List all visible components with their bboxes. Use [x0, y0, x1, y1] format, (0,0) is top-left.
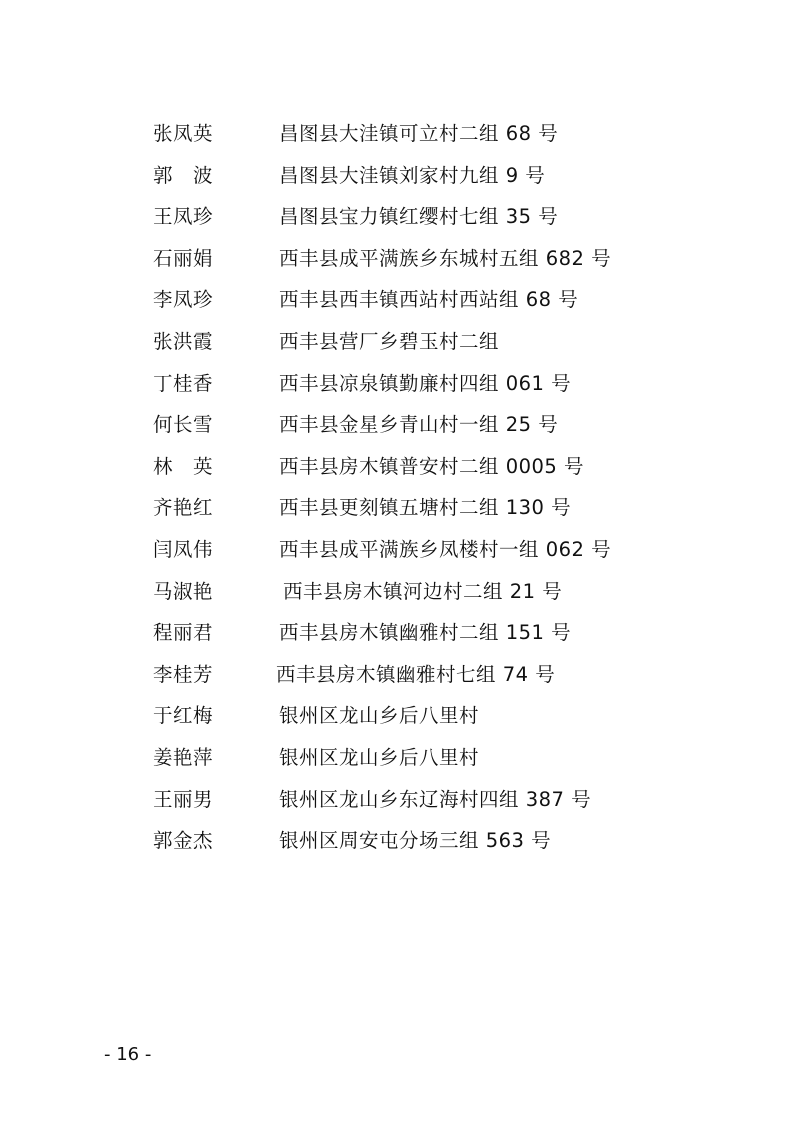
list-item	[0, 529, 793, 571]
person-address: 银州区龙山乡后八里村	[279, 704, 480, 728]
person-address: 昌图县宝力镇红缨村七组 35 号	[279, 205, 559, 229]
person-address: 昌图县大洼镇刘家村九组 9 号	[279, 163, 546, 187]
person-name: 林 英	[153, 454, 214, 478]
person-name: 张凤英	[153, 122, 214, 145]
name-address-list	[0, 113, 793, 862]
list-item	[0, 113, 793, 155]
person-address: 西丰县西丰镇西站村西站组 68 号	[279, 288, 579, 312]
list-item	[0, 279, 793, 321]
person-address: 银州区龙山乡东辽海村四组 387 号	[279, 787, 592, 811]
person-address: 昌图县大洼镇可立村二组 68 号	[279, 122, 559, 145]
person-address: 西丰县房木镇普安村二组 0005 号	[279, 454, 585, 478]
page-number: - 16 -	[104, 1044, 152, 1065]
list-item	[0, 654, 793, 696]
person-address: 西丰县成平满族乡东城村五组 682 号	[279, 246, 612, 270]
person-name: 张洪霞	[153, 329, 214, 353]
list-item	[0, 779, 793, 821]
person-address: 西丰县金星乡青山村一组 25 号	[279, 413, 559, 437]
list-item	[0, 612, 793, 654]
list-item	[0, 238, 793, 280]
person-name: 郭 波	[153, 163, 214, 187]
person-address: 西丰县成平满族乡凤楼村一组 062 号	[279, 537, 612, 561]
person-address: 西丰县房木镇河边村二组 21 号	[283, 579, 563, 603]
person-address: 银州区龙山乡后八里村	[279, 745, 480, 769]
person-address: 西丰县更刻镇五塘村二组 130 号	[279, 496, 572, 520]
person-name: 闫凤伟	[153, 537, 214, 561]
person-address: 西丰县房木镇幽雅村二组 151 号	[279, 621, 572, 645]
person-name: 齐艳红	[153, 496, 214, 520]
person-name: 王丽男	[153, 787, 214, 811]
list-item	[0, 446, 793, 488]
person-name: 郭金杰	[153, 829, 214, 853]
person-name: 马淑艳	[153, 579, 214, 603]
list-item	[0, 321, 793, 363]
list-item	[0, 737, 793, 779]
list-item	[0, 820, 793, 862]
list-item	[0, 695, 793, 737]
person-name: 姜艳萍	[153, 745, 214, 769]
list-item	[0, 487, 793, 529]
list-item	[0, 196, 793, 238]
person-address: 西丰县房木镇幽雅村七组 74 号	[276, 662, 556, 686]
list-item	[0, 363, 793, 405]
list-item	[0, 155, 793, 197]
person-name: 程丽君	[153, 621, 214, 645]
person-name: 丁桂香	[153, 371, 214, 395]
person-name: 李桂芳	[153, 662, 214, 686]
list-item	[0, 404, 793, 446]
person-name: 李凤珍	[153, 288, 214, 312]
person-address: 西丰县营厂乡碧玉村二组	[279, 329, 500, 353]
person-name: 王凤珍	[153, 205, 214, 229]
list-item	[0, 571, 793, 613]
person-address: 银州区周安屯分场三组 563 号	[279, 829, 552, 853]
person-name: 何长雪	[153, 413, 214, 437]
person-name: 于红梅	[153, 704, 214, 728]
person-address: 西丰县凉泉镇勤廉村四组 061 号	[279, 371, 572, 395]
person-name: 石丽娟	[153, 246, 214, 270]
